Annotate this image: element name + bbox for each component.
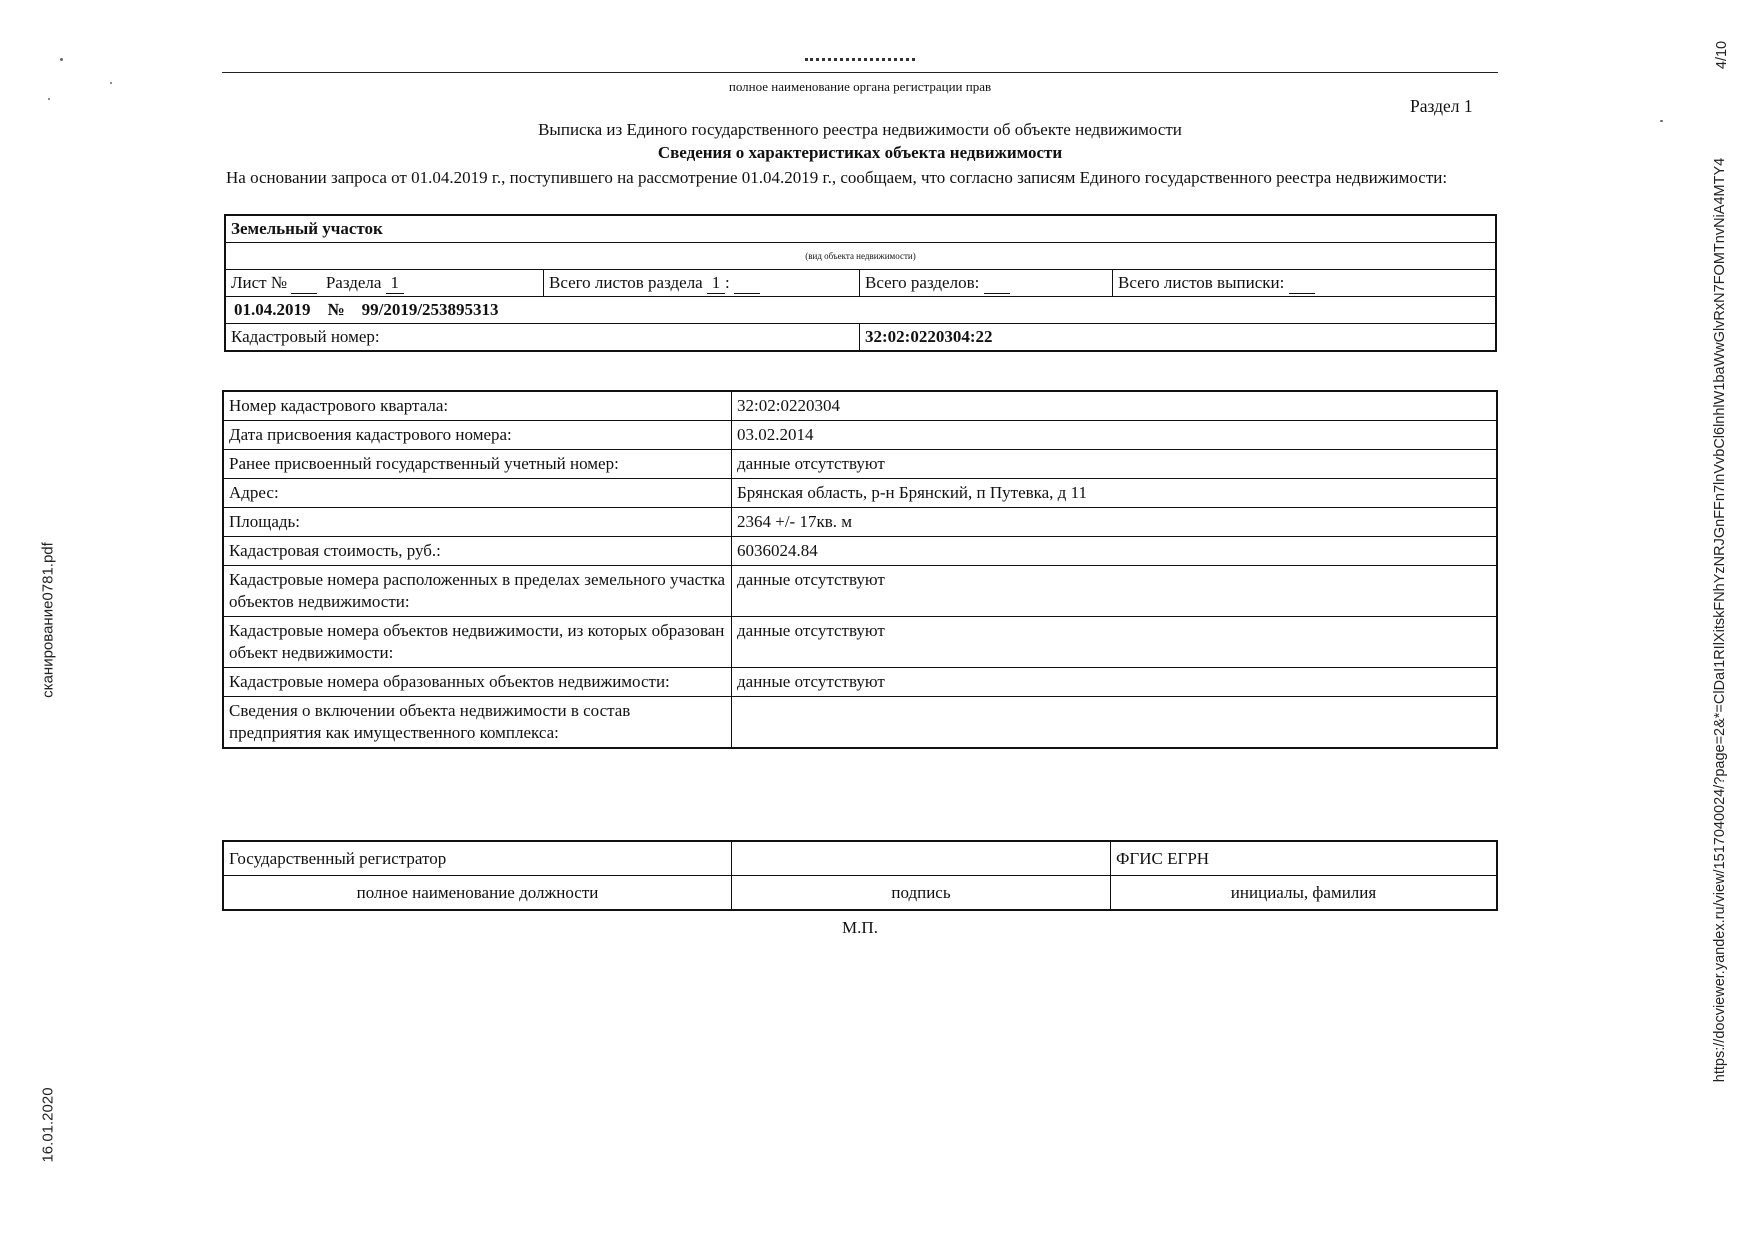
section-label: Раздел 1 xyxy=(1410,96,1473,116)
detail-value: данные отсутствуют xyxy=(732,668,1498,697)
scan-date: 16.01.2020 xyxy=(39,1087,57,1163)
table-row xyxy=(223,479,1497,508)
cadastral-value: 32:02:0220304:22 xyxy=(860,324,1497,352)
table-row xyxy=(223,537,1497,566)
table-row xyxy=(223,391,1497,421)
section-of-label: Раздела xyxy=(325,272,382,292)
table-row xyxy=(223,508,1497,537)
table-row xyxy=(223,450,1497,479)
total-sheets-section-label: Всего листов раздела xyxy=(549,272,703,292)
detail-label: Кадастровая стоимость, руб.: xyxy=(223,537,732,566)
detail-label: Сведения о включении объекта недвижимости в состав предприятия как имущественного комплекса: xyxy=(223,697,732,749)
signature-table xyxy=(222,840,1498,911)
detail-value: данные отсутствуют xyxy=(732,617,1498,668)
seal-placeholder: М.П. xyxy=(842,918,878,937)
cadastral-label: Кадастровый номер: xyxy=(225,324,860,352)
detail-label: Кадастровые номера объектов недвижимости, из которых образован объект недвижимости: xyxy=(223,617,732,668)
detail-value: 03.02.2014 xyxy=(732,421,1498,450)
caption-name: инициалы, фамилия xyxy=(1111,876,1498,911)
detail-label: Адрес: xyxy=(223,479,732,508)
total-sheets-extract-label: Всего листов выписки: xyxy=(1118,272,1285,292)
signature-field xyxy=(732,841,1111,876)
sheet-label: Лист № xyxy=(231,272,288,292)
detail-value xyxy=(732,697,1498,749)
detail-label: Кадастровые номера расположенных в пределах земельного участка объектов недвижимости: xyxy=(223,566,732,617)
detail-label: Ранее присвоенный государственный учетный номер: xyxy=(223,450,732,479)
file-name: сканирование0781.pdf xyxy=(39,542,57,698)
table-row xyxy=(223,421,1497,450)
number-sign: № xyxy=(327,300,345,319)
total-sections-blank xyxy=(984,273,1010,294)
scan-speck xyxy=(60,58,63,61)
object-kind: Земельный участок xyxy=(225,215,1496,243)
intro-text: На основании запроса от 01.04.2019 г., поступившего на рассмотрение 01.04.2019 г., сообщаем, что согласно записям Единого государственного реестра недвижимости: xyxy=(226,168,1448,187)
table-row xyxy=(223,668,1497,697)
caption-signature: подпись xyxy=(732,876,1111,911)
document-title: Выписка из Единого государственного реестра недвижимости об объекте недвижимости xyxy=(538,120,1182,139)
object-kind-caption: (вид объекта недвижимости) xyxy=(225,243,1496,270)
document-subtitle: Сведения о характеристиках объекта недвижимости xyxy=(657,143,1063,162)
detail-label: Номер кадастрового квартала: xyxy=(223,391,732,421)
org-caption: полное наименование органа регистрации прав xyxy=(728,79,992,94)
detail-value: 6036024.84 xyxy=(732,537,1498,566)
total-sheets-section-blank xyxy=(734,273,760,294)
extract-date-number xyxy=(225,297,1496,324)
detail-value: 32:02:0220304 xyxy=(732,391,1498,421)
detail-label: Дата присвоения кадастрового номера: xyxy=(223,421,732,450)
object-header-table xyxy=(224,214,1497,352)
total-sheets-extract-cell xyxy=(1113,270,1497,297)
detail-value: данные отсутствуют xyxy=(732,566,1498,617)
total-sections-cell xyxy=(860,270,1113,297)
total-sheets-extract-blank xyxy=(1289,273,1315,294)
org-name-cut xyxy=(805,58,915,71)
detail-label: Кадастровые номера образованных объектов недвижимости: xyxy=(223,668,732,697)
table-row xyxy=(223,617,1497,668)
total-sheets-section-cell: Всего листов раздела 1 : xyxy=(544,270,860,297)
org-name-line xyxy=(222,72,1498,73)
registrar-name: ФГИС ЕГРН xyxy=(1111,841,1498,876)
detail-value: 2364 +/- 17кв. м xyxy=(732,508,1498,537)
source-url: https://docviewer.yandex.ru/view/1517040024/?page=2&*=ClDaI1RIlXitskFNhYzNRJGnFFn7lnVvbCl6lnhlW1baWwGlvRxN7FOMTnvNiA4MTY4 xyxy=(1712,157,1728,1083)
table-row xyxy=(223,566,1497,617)
extract-number: 99/2019/253895313 xyxy=(361,300,499,319)
detail-value: Брянская область, р-н Брянский, п Путевка, д 11 xyxy=(732,479,1498,508)
section-value: 1 xyxy=(386,273,404,294)
detail-label: Площадь: xyxy=(223,508,732,537)
table-row xyxy=(223,697,1497,749)
total-sections-label: Всего разделов: xyxy=(865,272,980,292)
page-counter: 4/10 xyxy=(1714,40,1730,70)
scan-speck xyxy=(110,82,112,84)
registrar-position: Государственный регистратор xyxy=(223,841,732,876)
sheet-blank xyxy=(291,273,317,294)
total-sheets-section-value: 1 xyxy=(707,273,725,294)
sheet-cell xyxy=(225,270,544,297)
detail-value: данные отсутствуют xyxy=(732,450,1498,479)
details-table xyxy=(222,390,1498,749)
caption-position: полное наименование должности xyxy=(223,876,732,911)
scan-speck xyxy=(48,98,50,100)
scan-speck xyxy=(1660,120,1663,122)
extract-date: 01.04.2019 xyxy=(234,300,311,319)
